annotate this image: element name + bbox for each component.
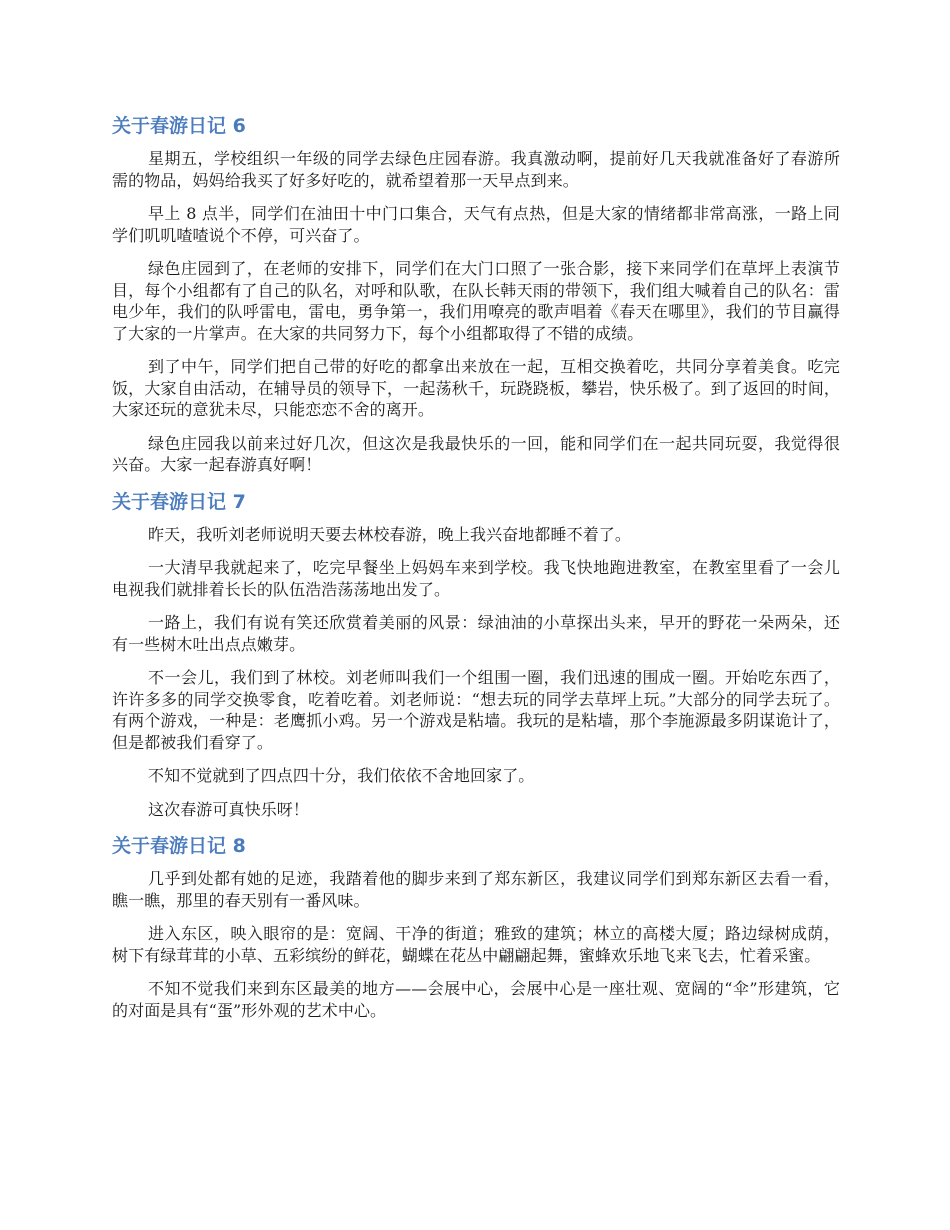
paragraph: 几乎到处都有她的足迹，我踏着他的脚步来到了郑东新区，我建议同学们到郑东新区去看一看，瞧一瞧，那里的春天别有一番风味。 xyxy=(112,869,840,910)
diary-section-7 xyxy=(112,488,840,821)
paragraph: 星期五，学校组织一年级的同学去绿色庄园春游。我真激动啊，提前好几天我就准备好了春游所需的物品，妈妈给我买了好多好吃的，就希望着那一天早点到来。 xyxy=(112,149,840,190)
section-heading: 关于春游日记 6 xyxy=(112,115,246,137)
document-page xyxy=(112,112,840,1033)
section-heading: 关于春游日记 7 xyxy=(112,490,246,513)
paragraph: 昨天，我听刘老师说明天要去林校春游，晚上我兴奋地都睡不着了。 xyxy=(148,524,632,544)
paragraph: 绿色庄园我以前来过好几次，但这次是我最快乐的一回，能和同学们在一起共同玩耍，我觉得很兴奋。大家一起春游真好啊！ xyxy=(112,433,840,474)
paragraph: 到了中午，同学们把自己带的好吃的都拿出来放在一起，互相交换着吃，共同分享着美食。吃完饭，大家自由活动，在辅导员的领导下，一起荡秋千，玩跷跷板，攀岩，快乐极了。到了返回的时间，大家还玩的意犹未尽，只能恋恋不舍的离开。 xyxy=(112,357,840,419)
paragraph: 一大清早我就起来了，吃完早餐坐上妈妈车来到学校。我飞快地跑进教室，在教室里看了一会儿电视我们就排着长长的队伍浩浩荡荡地出发了。 xyxy=(112,558,840,599)
diary-section-8 xyxy=(112,832,840,1021)
paragraph: 不知不觉就到了四点四十分，我们依依不舍地回家了。 xyxy=(148,766,535,785)
paragraph: 不知不觉我们来到东区最美的地方——会展中心，会展中心是一座壮观、宽阔的“伞”形建筑，它的对面是具有“蛋”形外观的艺术中心。 xyxy=(112,979,840,1020)
diary-section-6 xyxy=(112,112,840,476)
paragraph: 早上 8 点半，同学们在油田十中门口集合，天气有点热，但是大家的情绪都非常高涨，一路上同学们叽叽喳喳说个不停，可兴奋了。 xyxy=(112,204,840,245)
paragraph: 进入东区，映入眼帘的是：宽阔、干净的街道；雅致的建筑；林立的高楼大厦；路边绿树成荫，树下有绿茸茸的小草、五彩缤纷的鲜花，蝴蝶在花丛中翩翩起舞，蜜蜂欢乐地飞来飞去，忙着采蜜。 xyxy=(112,924,840,965)
paragraph: 绿色庄园到了，在老师的安排下，同学们在大门口照了一张合影，接下来同学们在草坪上表演节目，每个小组都有了自己的队名，对呼和队歌，在队长韩天雨的带领下，我们组大喊着自己的队名：雷电少年，我们的队呼雷电，雷电，勇争第一，我们用嘹亮的歌声唱着《春天在哪里》，我们的节目赢得了大家的一片掌声。在大家的共同努力下，每个小组都取得了不错的成绩。 xyxy=(112,259,840,343)
paragraph: 这次春游可真快乐呀！ xyxy=(148,799,310,819)
paragraph: 一路上，我们有说有笑还欣赏着美丽的风景：绿油油的小草探出头来，早开的野花一朵两朵，还有一些树木吐出点点嫩芽。 xyxy=(112,613,840,654)
section-heading: 关于春游日记 8 xyxy=(112,835,246,857)
paragraph: 不一会儿，我们到了林校。刘老师叫我们一个组围一圈，我们迅速的围成一圈。开始吃东西了，许许多多的同学交换零食，吃着吃着。刘老师说：“想去玩的同学去草坪上玩。”大部分的同学去玩了。有两个游戏，一种是：老鹰抓小鸡。另一个游戏是粘墙。我玩的是粘墙，那个李施源最多阴谋诡计了，但是都被我们看穿了。 xyxy=(112,668,840,752)
